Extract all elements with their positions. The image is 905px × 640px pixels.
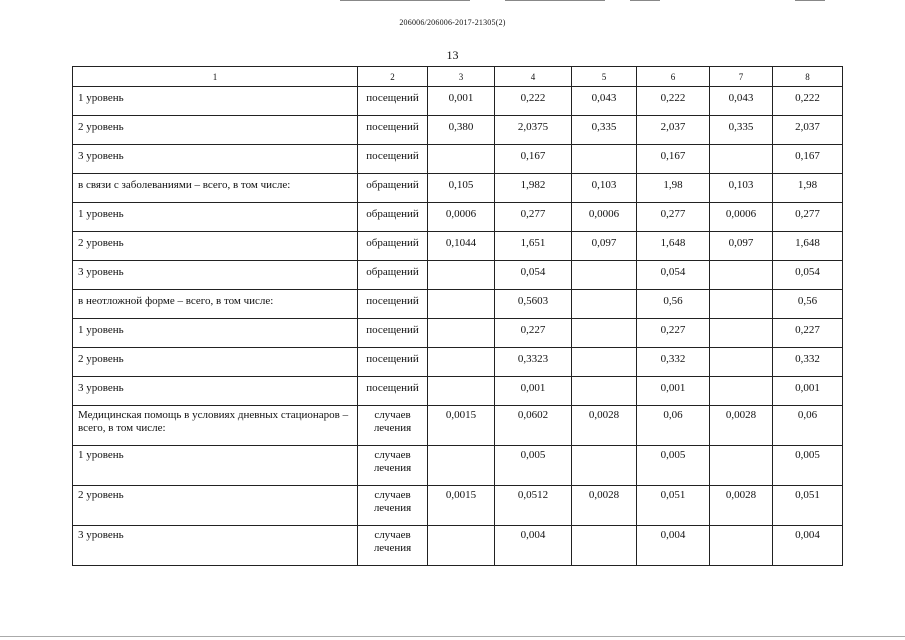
value-cell: [710, 290, 773, 319]
row-label: 3 уровень: [73, 377, 358, 406]
table-row: [73, 406, 843, 446]
row-label: 1 уровень: [73, 203, 358, 232]
table-header-row: [73, 67, 843, 87]
row-label: 2 уровень: [73, 116, 358, 145]
row-label: Медицинская помощь в условиях дневных стационаров – всего, в том числе:: [73, 406, 358, 446]
value-cell: [428, 348, 495, 377]
value-cell: [710, 261, 773, 290]
value-cell: 0,001: [773, 377, 843, 406]
value-cell: 0,0512: [495, 486, 572, 526]
unit-cell: обращений: [358, 174, 428, 203]
row-label: 1 уровень: [73, 87, 358, 116]
value-cell: 0,0006: [428, 203, 495, 232]
value-cell: [710, 526, 773, 566]
unit-cell: посещений: [358, 377, 428, 406]
value-cell: [710, 319, 773, 348]
value-cell: 0,097: [572, 232, 637, 261]
value-cell: [428, 526, 495, 566]
table-row: [73, 319, 843, 348]
row-label: 3 уровень: [73, 526, 358, 566]
value-cell: 2,037: [773, 116, 843, 145]
row-label: 1 уровень: [73, 319, 358, 348]
unit-cell: посещений: [358, 348, 428, 377]
value-cell: 0,167: [495, 145, 572, 174]
value-cell: 1,648: [773, 232, 843, 261]
value-cell: [572, 145, 637, 174]
value-cell: 0,222: [773, 87, 843, 116]
value-cell: 0,0602: [495, 406, 572, 446]
value-cell: 0,335: [710, 116, 773, 145]
value-cell: 0,3323: [495, 348, 572, 377]
row-label: 2 уровень: [73, 486, 358, 526]
value-cell: 0,0015: [428, 406, 495, 446]
value-cell: 1,651: [495, 232, 572, 261]
unit-cell: случаев лечения: [358, 406, 428, 446]
row-label: в неотложной форме – всего, в том числе:: [73, 290, 358, 319]
value-cell: [428, 261, 495, 290]
value-cell: 0,005: [773, 446, 843, 486]
value-cell: 0,167: [637, 145, 710, 174]
value-cell: [428, 290, 495, 319]
value-cell: 0,0028: [710, 486, 773, 526]
value-cell: 0,103: [710, 174, 773, 203]
column-header: 8: [773, 67, 843, 87]
value-cell: 0,335: [572, 116, 637, 145]
value-cell: 0,277: [637, 203, 710, 232]
table-row: [73, 232, 843, 261]
row-label: в связи с заболеваниями – всего, в том числе:: [73, 174, 358, 203]
value-cell: 0,005: [637, 446, 710, 486]
value-cell: [572, 526, 637, 566]
value-cell: 0,001: [428, 87, 495, 116]
value-cell: [572, 319, 637, 348]
unit-cell: случаев лечения: [358, 486, 428, 526]
value-cell: 0,105: [428, 174, 495, 203]
row-label: 2 уровень: [73, 348, 358, 377]
table-row: [73, 87, 843, 116]
value-cell: 0,0006: [710, 203, 773, 232]
table-row: [73, 145, 843, 174]
table-row: [73, 446, 843, 486]
column-header: 3: [428, 67, 495, 87]
value-cell: 0,001: [495, 377, 572, 406]
value-cell: 0,005: [495, 446, 572, 486]
value-cell: 1,98: [637, 174, 710, 203]
value-cell: 0,043: [710, 87, 773, 116]
value-cell: 0,004: [773, 526, 843, 566]
value-cell: 0,5603: [495, 290, 572, 319]
row-label: 1 уровень: [73, 446, 358, 486]
table-row: [73, 526, 843, 566]
value-cell: [710, 377, 773, 406]
value-cell: 0,043: [572, 87, 637, 116]
unit-cell: обращений: [358, 203, 428, 232]
value-cell: 0,0028: [572, 486, 637, 526]
value-cell: 1,982: [495, 174, 572, 203]
column-header: 4: [495, 67, 572, 87]
value-cell: [572, 377, 637, 406]
value-cell: 0,380: [428, 116, 495, 145]
unit-cell: обращений: [358, 261, 428, 290]
unit-cell: посещений: [358, 319, 428, 348]
statistics-table: [72, 66, 843, 566]
unit-cell: случаев лечения: [358, 526, 428, 566]
value-cell: 2,0375: [495, 116, 572, 145]
unit-cell: посещений: [358, 116, 428, 145]
value-cell: [428, 446, 495, 486]
value-cell: [572, 348, 637, 377]
value-cell: 0,227: [773, 319, 843, 348]
value-cell: 0,06: [773, 406, 843, 446]
unit-cell: посещений: [358, 145, 428, 174]
table-row: [73, 290, 843, 319]
value-cell: 0,1044: [428, 232, 495, 261]
value-cell: 0,004: [495, 526, 572, 566]
value-cell: 0,054: [773, 261, 843, 290]
row-label: 3 уровень: [73, 261, 358, 290]
value-cell: 0,227: [495, 319, 572, 348]
unit-cell: случаев лечения: [358, 446, 428, 486]
column-header: 7: [710, 67, 773, 87]
unit-cell: посещений: [358, 87, 428, 116]
value-cell: [572, 446, 637, 486]
value-cell: 0,277: [773, 203, 843, 232]
value-cell: 0,0006: [572, 203, 637, 232]
column-header: 1: [73, 67, 358, 87]
row-label: 3 уровень: [73, 145, 358, 174]
value-cell: [572, 290, 637, 319]
value-cell: 0,0015: [428, 486, 495, 526]
value-cell: 0,227: [637, 319, 710, 348]
table-row: [73, 203, 843, 232]
table-row: [73, 486, 843, 526]
scan-top-edge: [340, 0, 880, 2]
value-cell: 0,0028: [572, 406, 637, 446]
value-cell: 0,56: [773, 290, 843, 319]
table-row: [73, 116, 843, 145]
value-cell: 0,56: [637, 290, 710, 319]
value-cell: 0,054: [495, 261, 572, 290]
value-cell: 0,277: [495, 203, 572, 232]
value-cell: 0,004: [637, 526, 710, 566]
table-row: [73, 348, 843, 377]
table-row: [73, 377, 843, 406]
page-number: 13: [446, 48, 459, 62]
value-cell: 0,167: [773, 145, 843, 174]
value-cell: 0,222: [495, 87, 572, 116]
value-cell: 0,332: [637, 348, 710, 377]
value-cell: 0,097: [710, 232, 773, 261]
value-cell: 0,054: [637, 261, 710, 290]
unit-cell: посещений: [358, 290, 428, 319]
table-row: [73, 261, 843, 290]
value-cell: 1,98: [773, 174, 843, 203]
value-cell: 1,648: [637, 232, 710, 261]
scan-bottom-edge: [0, 636, 905, 637]
row-label: 2 уровень: [73, 232, 358, 261]
value-cell: 0,332: [773, 348, 843, 377]
column-header: 5: [572, 67, 637, 87]
document-id: 206006/206006-2017-21305(2): [399, 18, 506, 27]
value-cell: 0,051: [637, 486, 710, 526]
value-cell: 0,06: [637, 406, 710, 446]
value-cell: 0,103: [572, 174, 637, 203]
value-cell: 0,0028: [710, 406, 773, 446]
value-cell: [710, 446, 773, 486]
value-cell: [710, 348, 773, 377]
column-header: 6: [637, 67, 710, 87]
value-cell: [572, 261, 637, 290]
value-cell: 0,001: [637, 377, 710, 406]
value-cell: 0,051: [773, 486, 843, 526]
column-header: 2: [358, 67, 428, 87]
value-cell: [710, 145, 773, 174]
value-cell: [428, 319, 495, 348]
value-cell: [428, 377, 495, 406]
value-cell: 2,037: [637, 116, 710, 145]
value-cell: [428, 145, 495, 174]
value-cell: 0,222: [637, 87, 710, 116]
table-row: [73, 174, 843, 203]
unit-cell: обращений: [358, 232, 428, 261]
